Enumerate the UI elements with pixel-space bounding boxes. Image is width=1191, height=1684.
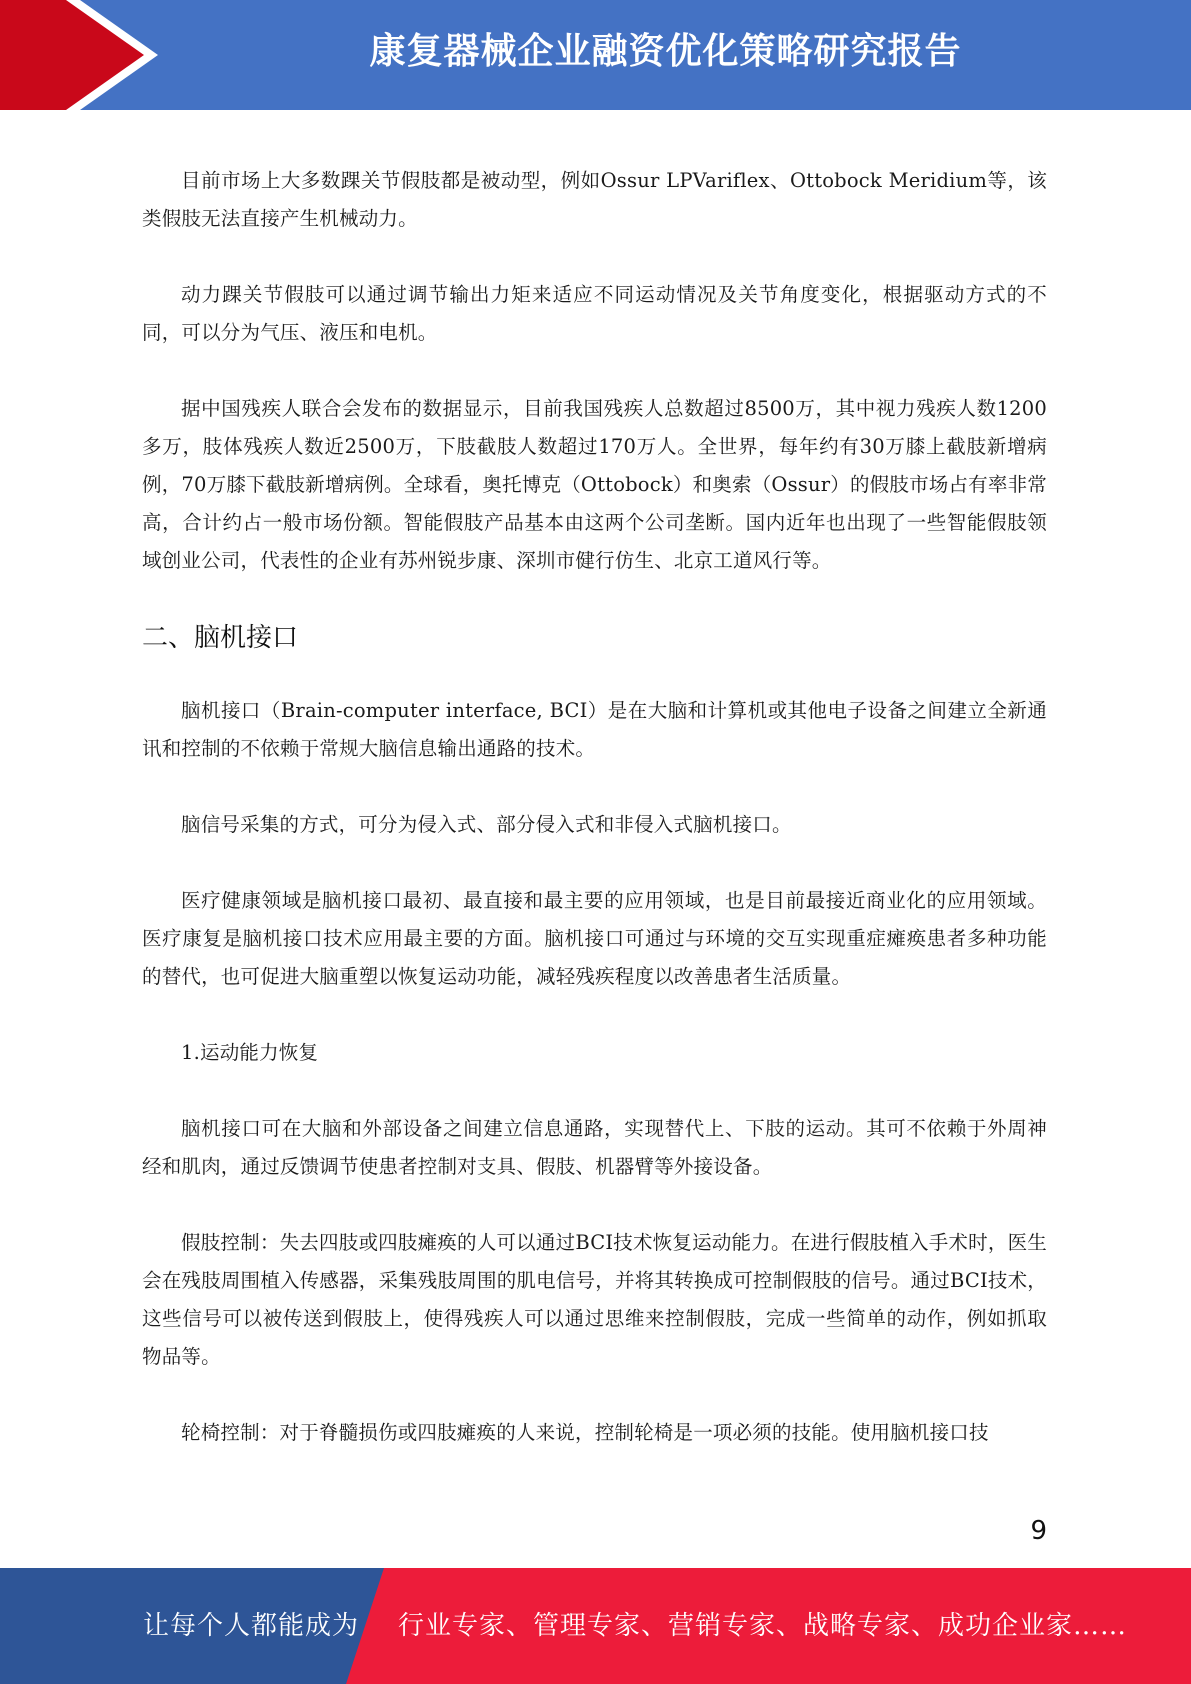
header-chevron-decoration [0, 0, 160, 110]
paragraph-signal-acquisition: 脑信号采集的方式，可分为侵入式、部分侵入式和非侵入式脑机接口。 [181, 813, 792, 836]
header-band [0, 0, 1191, 110]
paragraph-information-pathway: 脑机接口可在大脑和外部设备之间建立信息通路，实现替代上、下肢的运动。其可不依赖于外周神经和肌肉，通过反馈调节使患者控制对支具、假肢、机器臂等外接设备。 [142, 1117, 1047, 1178]
paragraph-prosthesis-control: 假肢控制：失去四肢或四肢瘫痪的人可以通过BCI技术恢复运动能力。在进行假肢植入手术时，医生会在残肢周围植入传感器，采集残肢周围的肌电信号，并将其转换成可控制假肢的信号。通过BCI技术，这些信号可以被传送到假肢上，使得残疾人可以通过思维来控制假肢，完成一些简单的动作，例如抓取物品等。 [142, 1231, 1047, 1368]
paragraph-disability-statistics: 据中国残疾人联合会发布的数据显示，目前我国残疾人总数超过8500万，其中视力残疾人数1200多万，肢体残疾人数近2500万，下肢截肢人数超过170万人。全世界，每年约有30万膝上截肢新增病例，70万膝下截肢新增病例。全球看，奥托博克（Ottobock）和奥索（Ossur）的假肢市场占有率非常高，合计约占一般市场份额。智能假肢产品基本由这两个公司垄断。国内近年也出现了一些智能假肢领域创业公司，代表性的企业有苏州锐步康、深圳市健行仿生、北京工道风行等。 [142, 397, 1047, 572]
footer-band [0, 1568, 1191, 1684]
paragraph-powered-ankle-prosthesis: 动力踝关节假肢可以通过调节输出力矩来适应不同运动情况及关节角度变化，根据驱动方式的不同，可以分为气压、液压和电机。 [142, 283, 1047, 344]
report-title: 康复器械企业融资优化策略研究报告 [369, 31, 962, 72]
footer-slogan-right: 行业专家、管理专家、营销专家、战略专家、成功企业家…… [398, 1611, 1128, 1641]
page-number: 9 [1030, 1516, 1047, 1546]
page-body [142, 162, 1047, 1490]
section-heading-bci: 二、脑机接口 [142, 623, 299, 653]
paragraph-wheelchair-control: 轮椅控制：对于脊髓损伤或四肢瘫痪的人来说，控制轮椅是一项必须的技能。使用脑机接口技 [181, 1421, 989, 1444]
paragraph-passive-ankle-prosthesis: 目前市场上大多数踝关节假肢都是被动型，例如Ossur LPVariflex、Ottobock Meridium等，该类假肢无法直接产生机械动力。 [142, 169, 1047, 230]
paragraph-bci-definition: 脑机接口（Brain-computer interface, BCI）是在大脑和计算机或其他电子设备之间建立全新通讯和控制的不依赖于常规大脑信息输出通路的技术。 [142, 699, 1047, 760]
subheading-motor-recovery: 1.运动能力恢复 [181, 1041, 319, 1064]
footer-slogan-left: 让每个人都能成为 [143, 1611, 360, 1641]
paragraph-medical-application: 医疗健康领域是脑机接口最初、最直接和最主要的应用领域，也是目前最接近商业化的应用领域。医疗康复是脑机接口技术应用最主要的方面。脑机接口可通过与环境的交互实现重症瘫痪患者多种功能的替代，也可促进大脑重塑以恢复运动功能，减轻残疾程度以改善患者生活质量。 [142, 889, 1047, 988]
